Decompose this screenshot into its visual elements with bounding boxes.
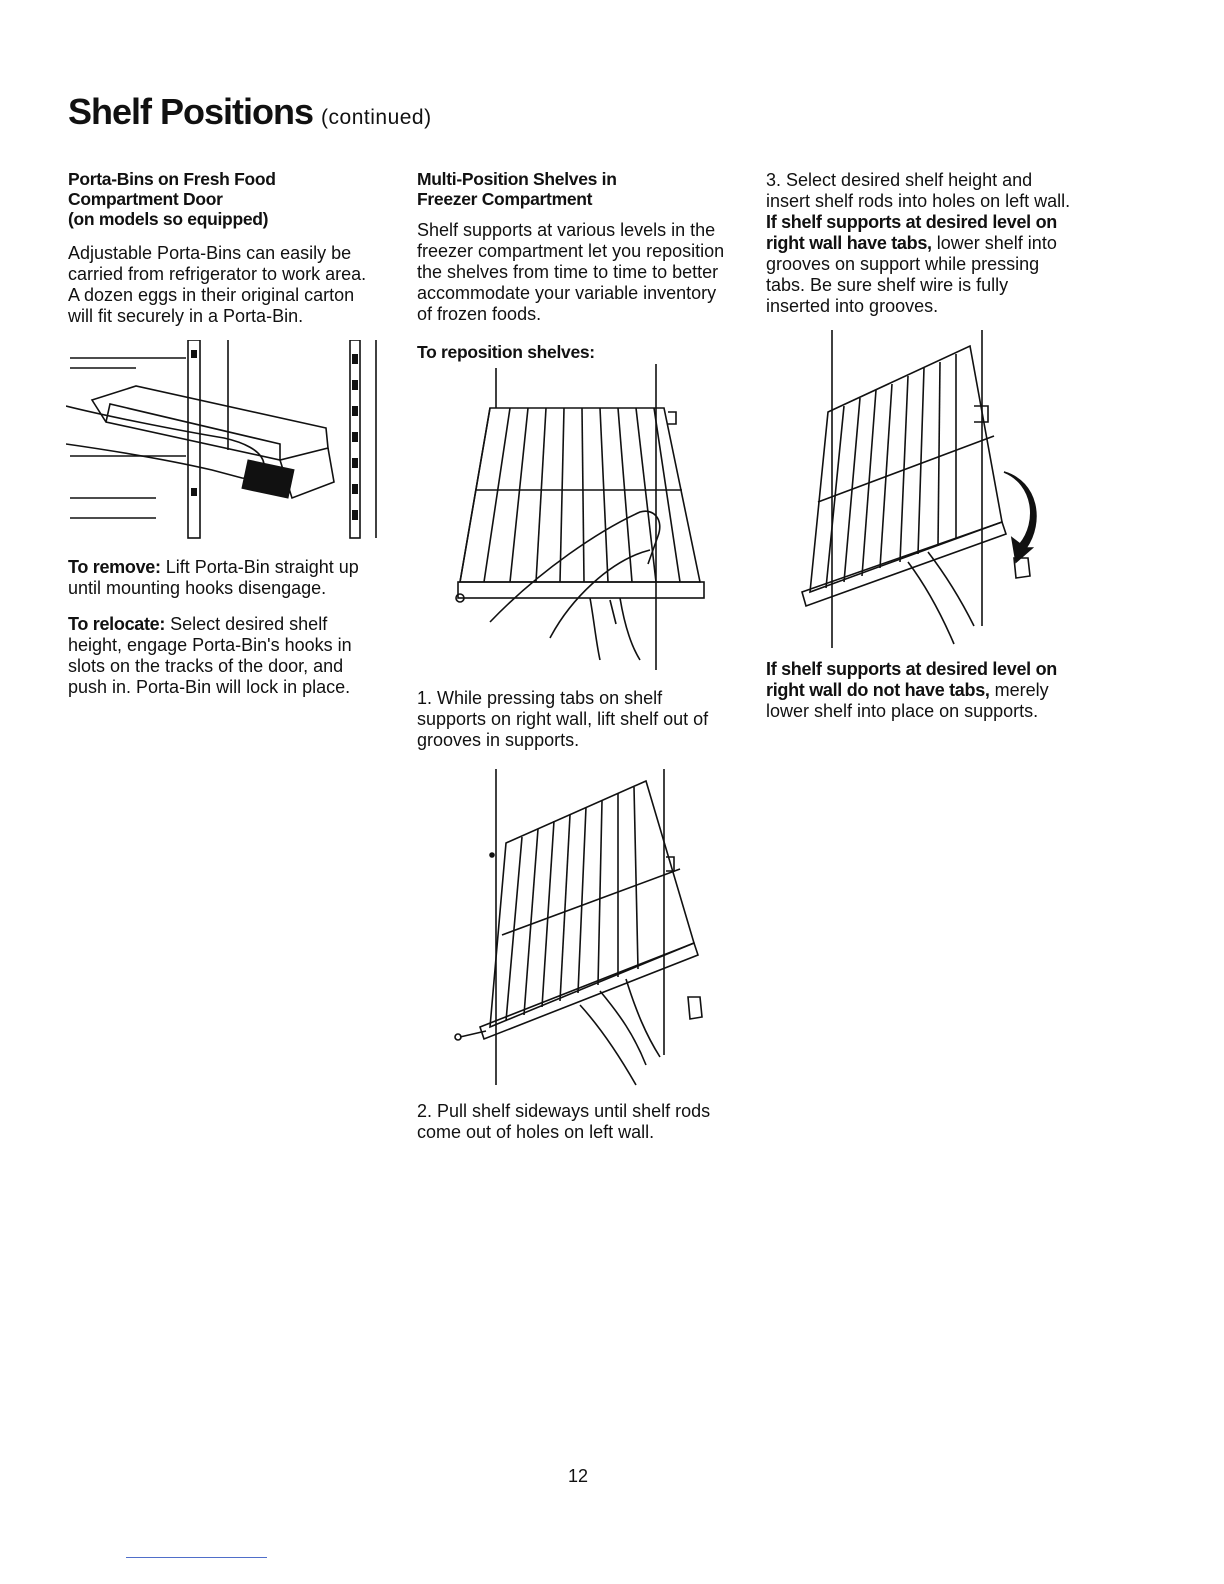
step-3-text-b: lower shelf into grooves on support while pressing tabs. Be sure shelf wire is fully inserted into grooves.	[766, 233, 1057, 316]
freezer-shelves-section-heading	[417, 169, 727, 209]
to-remove-label: To remove:	[68, 557, 161, 577]
porta-bins-section-heading	[68, 169, 368, 229]
page-title-text: Shelf Positions	[68, 91, 314, 132]
page-number: 12	[568, 1466, 589, 1486]
step-2	[417, 1101, 727, 1143]
step-3-text-a: Select desired shelf height and insert shelf rods into holes on left wall.	[766, 170, 1071, 211]
step-3-number: 3.	[766, 170, 782, 190]
step-2-number: 2.	[417, 1101, 433, 1121]
reposition-subheading	[417, 342, 727, 362]
no-tabs-note-bold: If shelf supports at desired level on right wall do not have tabs,	[766, 659, 1057, 700]
porta-bin-illustration	[66, 340, 382, 540]
footer-rule	[126, 1557, 267, 1558]
heading-line: Porta-Bins on Fresh Food	[68, 169, 276, 189]
to-remove-paragraph	[68, 557, 378, 599]
to-remove-text: Lift Porta-Bin straight up until mounting hooks disengage.	[68, 557, 359, 598]
step-1	[417, 688, 727, 751]
to-relocate-label: To relocate:	[68, 614, 166, 634]
page-title-continued: (continued)	[321, 106, 432, 129]
pull-shelf-sideways-illustration	[450, 765, 720, 1087]
freezer-shelves-intro: Shelf supports at various levels in the freezer compartment let you reposition the shelves from time to time to better accommodate your variable inventory of frozen foods.	[417, 220, 725, 324]
heading-line: (on models so equipped)	[68, 209, 269, 229]
page-title	[68, 91, 432, 132]
to-relocate-paragraph	[68, 614, 378, 698]
step-1-text: While pressing tabs on shelf supports on right wall, lift shelf out of grooves in supports.	[417, 688, 709, 750]
insert-shelf-illustration	[798, 326, 1060, 650]
lift-shelf-illustration	[450, 360, 710, 672]
heading-line: Freezer Compartment	[417, 189, 593, 209]
heading-line: Multi-Position Shelves in	[417, 169, 617, 189]
step-3-bold: If shelf supports at desired level on right wall have tabs,	[766, 212, 1057, 253]
step-2-text: Pull shelf sideways until shelf rods come out of holes on left wall.	[417, 1101, 711, 1142]
no-tabs-note	[766, 659, 1076, 722]
no-tabs-note-text: merely lower shelf into place on supports.	[766, 680, 1049, 721]
heading-line: Compartment Door	[68, 189, 223, 209]
to-relocate-text: Select desired shelf height, engage Porta-Bin's hooks in slots on the tracks of the door, and push in. Porta-Bin will lock in place.	[68, 614, 352, 697]
step-1-number: 1.	[417, 688, 433, 708]
reposition-subheading-text: To reposition shelves:	[417, 342, 595, 362]
step-3	[766, 170, 1071, 317]
porta-bins-intro: Adjustable Porta-Bins can easily be carried from refrigerator to work area. A dozen eggs in their original carton will fit securely in a Porta-Bin.	[68, 243, 367, 326]
